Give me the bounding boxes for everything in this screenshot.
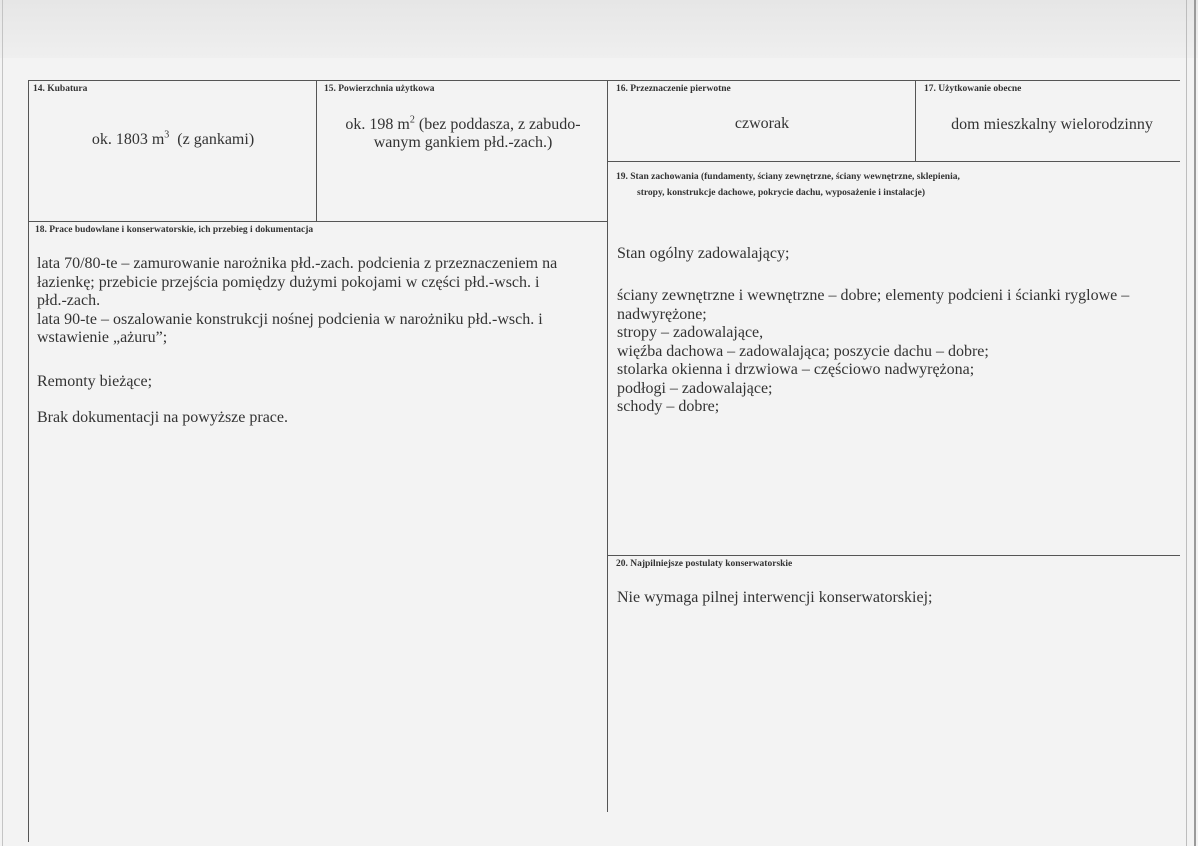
scan-right-border: [1194, 0, 1196, 846]
col-divider-main: [607, 80, 608, 812]
col-divider-16-17: [915, 80, 916, 161]
field-18-label: 18. Prace budowlane i konserwatorskie, ich przebieg i dokumentacja: [35, 225, 314, 235]
field-19-label-line2: stropy, konstrukcje dachowe, pokrycie dachu, wyposażenie i instalacje): [637, 188, 925, 198]
scan-left-edge: [2, 0, 3, 846]
field-18-line: wstawienie „ażuru”;: [37, 329, 168, 346]
field-20-label: 20. Najpilniejsze postulaty konserwatorskie: [616, 559, 793, 569]
field-17-value: dom mieszkalny wielorodzinny: [951, 116, 1153, 133]
field-16-label: 16. Przeznaczenie pierwotne: [616, 84, 731, 94]
field-19-line: nadwyrężone;: [617, 305, 707, 323]
row-divider-14-18: [28, 221, 608, 222]
field-19-summary: Stan ogólny zadowalający;: [617, 245, 790, 262]
field-19-details: [617, 287, 1177, 417]
field-19-line: więźba dachowa – zadowalająca; poszycie dachu – dobre;: [617, 342, 989, 360]
field-19-line: schody – dobre;: [617, 398, 720, 415]
row-divider-16-19: [607, 161, 1180, 162]
field-18-documentation: Brak dokumentacji na powyższe prace.: [37, 409, 289, 426]
table-left-line: [28, 80, 29, 842]
field-18-line: lata 90-te – oszalowanie konstrukcji nośnej podcienia w narożniku płd.-wsch. i: [37, 310, 543, 328]
field-15-value: ok. 198 $m^2$ (bez poddasza, z zabudo- wanym gankiem płd.-zach.): [345, 114, 581, 151]
field-14-label: 14. Kubatura: [33, 84, 88, 94]
field-18-repairs: Remonty bieżące;: [37, 373, 153, 390]
field-19-line: ściany zewnętrzne i wewnętrzne – dobre; elementy podcieni i ścianki ryglowe –: [617, 287, 1130, 304]
scan-top-band: [0, 0, 1198, 58]
field-18-line: łazienkę; przebicie przejścia pomiędzy dużymi pokojami w części płd.-wsch. i: [37, 273, 540, 291]
field-18-line: płd.-zach.: [37, 292, 101, 309]
field-14-value: ok. 1803 $m^3$ (z gankami): [91, 129, 255, 148]
field-19-label-line1: 19. Stan zachowania (fundamenty, ściany zewnętrzne, ściany wewnętrzne, sklepienia,: [616, 172, 960, 182]
field-20-value: Nie wymaga pilnej interwencji konserwatorskiej;: [617, 589, 933, 606]
field-18-line: lata 70/80-te – zamurowanie narożnika płd.-zach. podcienia z przeznaczeniem na: [37, 255, 558, 272]
row-divider-19-20: [607, 555, 1180, 556]
field-17-label: 17. Użytkowanie obecne: [924, 84, 1022, 94]
field-19-line: podłogi – zadowalające;: [617, 379, 773, 397]
col-divider-14-15: [316, 80, 317, 221]
field-18-works: [37, 255, 602, 348]
field-19-line: stolarka okienna i drzwiowa – częściowo nadwyrężona;: [617, 361, 975, 378]
field-16-value: czworak: [734, 115, 790, 132]
field-15-label: 15. Powierzchnia użytkowa: [324, 84, 435, 94]
field-19-line: stropy – zadowalające,: [617, 324, 764, 341]
table-top-line: [28, 80, 1180, 81]
